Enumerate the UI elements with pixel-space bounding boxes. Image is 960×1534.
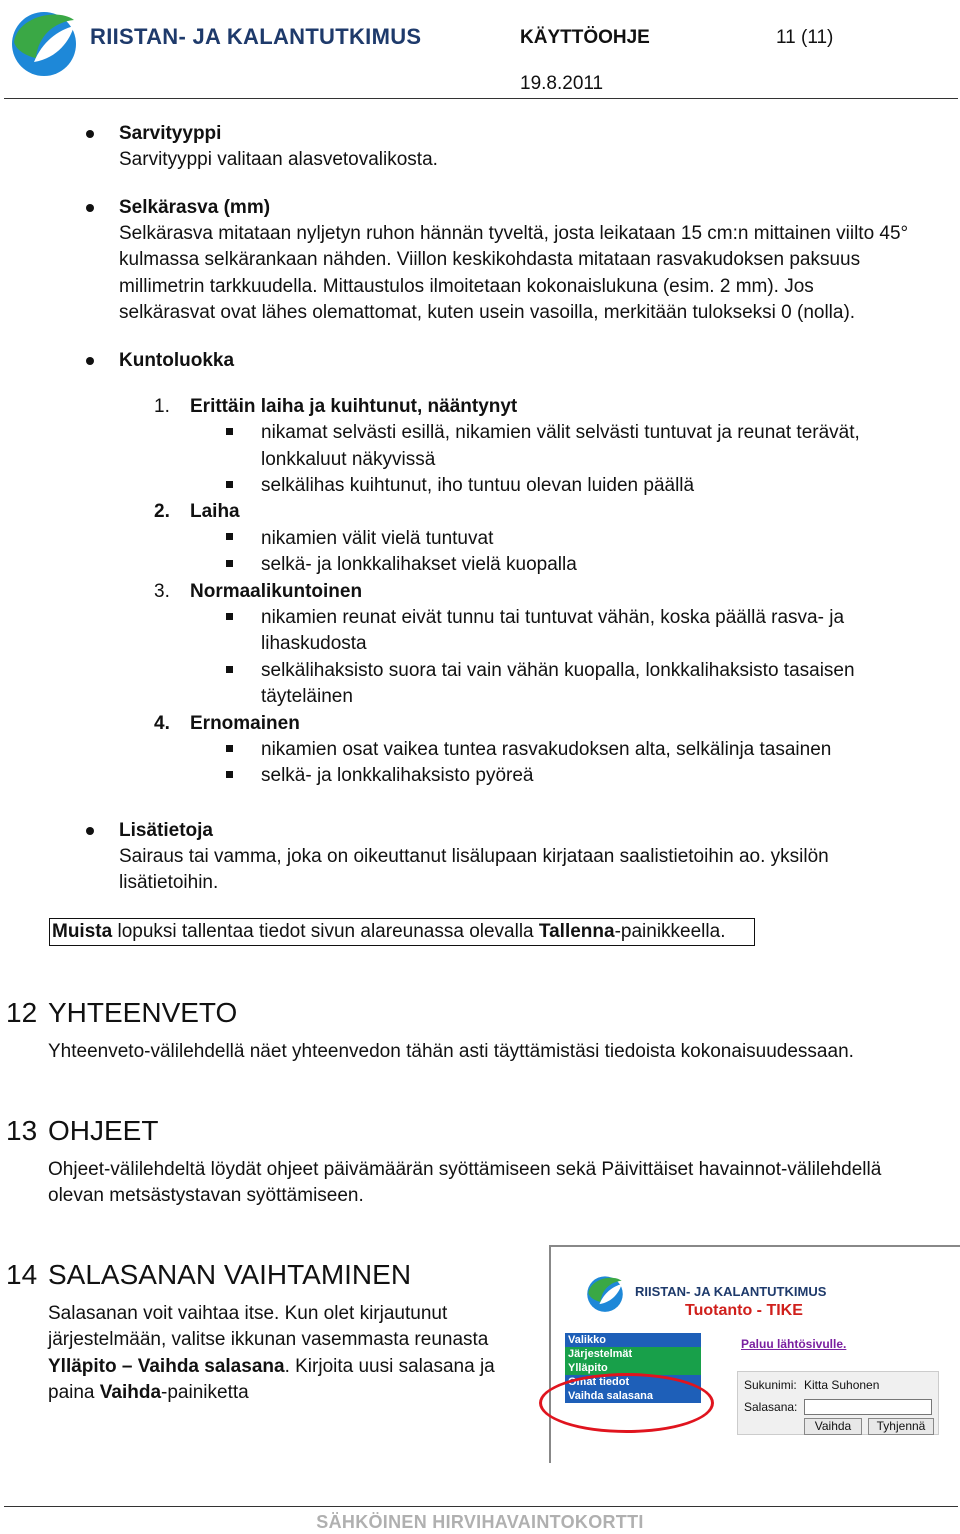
class-number: 3.	[154, 581, 170, 602]
item-title: Kuntoluokka	[119, 350, 235, 371]
section-text-part: . Kirjoita uusi salasana ja	[284, 1356, 495, 1377]
item-text: Sarvityyppi valitaan alasvetovalikosta.	[119, 149, 438, 170]
class-title: Erittäin laiha ja kuihtunut, nääntynyt	[190, 396, 518, 417]
square-bullet-icon	[226, 613, 233, 620]
item-title: Lisätietoja	[119, 820, 213, 841]
item-text: kulmassa selkärankaan nähden. Viillon keskikohdasta mitataan rasvakudoksen paksuus	[119, 249, 861, 270]
class-point: lonkkaluut näkyvissä	[261, 449, 436, 470]
app-screenshot	[549, 1245, 960, 1463]
class-number: 1.	[154, 396, 170, 417]
section-text: Ohjeet-välilehdeltä löydät ohjeet päivämäärän syöttämiseen sekä Päivittäiset havainnot-välilehdellä	[48, 1159, 882, 1180]
org-name: RIISTAN- JA KALANTUTKIMUS	[90, 24, 422, 49]
section-number: 12	[6, 997, 38, 1028]
class-title: Normaalikuntoinen	[190, 581, 363, 602]
menu-item-jarjestelmat[interactable]: Järjestelmät	[565, 1347, 701, 1361]
page-number: 11 (11)	[776, 27, 834, 48]
item-title: Selkärasva (mm)	[119, 197, 271, 218]
notice-text: lopuksi tallentaa tiedot sivun alareunassa olevalla	[112, 921, 539, 942]
password-form	[737, 1371, 939, 1435]
surname-label: Sukunimi:	[744, 1378, 797, 1392]
org-logo-icon	[8, 6, 80, 78]
square-bullet-icon	[226, 771, 233, 778]
app-org-name: RIISTAN- JA KALANTUTKIMUS	[635, 1284, 827, 1299]
square-bullet-icon	[226, 560, 233, 567]
footer-divider	[4, 1506, 958, 1507]
class-point: selkälihaksisto suora tai vain vähän kuopalla, lonkkalihaksisto tasaisen	[261, 660, 855, 681]
save-reminder-box	[49, 918, 755, 946]
section-text: Yhteenveto-välilehdellä näet yhteenvedon tähän asti täyttämistäsi tiedoista kokonaisuudessaan.	[48, 1041, 854, 1062]
bullet-icon	[86, 204, 94, 212]
item-text: Selkärasva mitataan nyljetyn ruhon hännän tyveltä, josta leikataan 15 cm:n mittainen viilto 45°	[119, 223, 909, 244]
notice-text: -painikkeella.	[614, 921, 726, 942]
bullet-icon	[86, 130, 94, 138]
password-label: Salasana:	[744, 1400, 798, 1414]
document-type: KÄYTTÖOHJE	[520, 27, 650, 48]
bullet-icon	[86, 357, 94, 365]
square-bullet-icon	[226, 428, 233, 435]
clear-button[interactable]: Tyhjennä	[868, 1418, 934, 1435]
class-point: selkä- ja lonkkalihaksisto pyöreä	[261, 765, 534, 786]
section-text-part: paina	[48, 1382, 100, 1403]
notice-emphasis: Muista	[52, 921, 113, 942]
highlight-oval	[539, 1373, 714, 1433]
section-title: YHTEENVETO	[48, 997, 238, 1028]
section-text: Salasanan voit vaihtaa itse. Kun olet kirjautunut	[48, 1303, 448, 1324]
section-text	[48, 1380, 249, 1407]
footer-title: SÄHKÖINEN HIRVIHAVAINTOKORTTI	[316, 1512, 644, 1532]
class-title: Ernomainen	[190, 713, 300, 734]
item-text: millimetrin tarkkuudella. Mittaustulos ilmoitetaan kokonaislukuna (esim. 2 mm). Jos	[119, 276, 814, 297]
section-number: 13	[6, 1115, 38, 1146]
section-number: 14	[6, 1259, 38, 1290]
class-point: nikamat selvästi esillä, nikamien välit selvästi tuntuvat ja reunat terävät,	[261, 422, 860, 443]
square-bullet-icon	[226, 533, 233, 540]
header-date: 19.8.2011	[520, 73, 604, 94]
square-bullet-icon	[226, 666, 233, 673]
class-point: selkä- ja lonkkalihakset vielä kuopalla	[261, 554, 577, 575]
class-point: selkälihas kuihtunut, iho tuntuu olevan luiden päällä	[261, 475, 695, 496]
menu-item-valikko[interactable]: Valikko	[565, 1333, 701, 1347]
notice-button-name: Tallenna	[538, 921, 615, 942]
class-point: nikamien osat vaikea tuntea rasvakudoksen alta, selkälinja tasainen	[261, 739, 832, 760]
bullet-icon	[86, 827, 94, 835]
item-text: Sairaus tai vamma, joka on oikeuttanut lisälupaan kirjataan saalistietoihin ao. yksilön	[119, 846, 829, 867]
section-title: OHJEET	[48, 1115, 159, 1146]
class-point: nikamien reunat eivät tunnu tai tuntuvat vähän, koska päällä rasva- ja	[261, 607, 845, 628]
class-point: täyteläinen	[261, 686, 353, 707]
item-text: selkärasvat ovat lähes olemattomat, kuten usein vasoilla, merkitään tulokseksi 0 (nolla).	[119, 302, 856, 323]
section-text-part: -painiketta	[161, 1382, 249, 1403]
square-bullet-icon	[226, 745, 233, 752]
app-logo-icon	[585, 1273, 625, 1313]
section-title: SALASANAN VAIHTAMINEN	[48, 1259, 412, 1290]
menu-item-omat-tiedot[interactable]: Omat tiedot	[565, 1375, 701, 1389]
item-title: Sarvityyppi	[119, 123, 222, 144]
menu-path: Ylläpito – Vaihda salasana	[48, 1356, 285, 1377]
section-text	[48, 1354, 495, 1381]
section-heading	[6, 997, 237, 1029]
section-heading	[6, 1115, 158, 1147]
menu-item-vaihda-salasana[interactable]: Vaihda salasana	[565, 1389, 701, 1403]
section-heading	[6, 1259, 411, 1291]
section-text: järjestelmään, valitse ikkunan vasemmasta reunasta	[48, 1329, 489, 1350]
class-title: Laiha	[190, 501, 240, 522]
password-input[interactable]	[804, 1399, 932, 1415]
class-point: lihaskudosta	[261, 633, 367, 654]
return-link[interactable]: Paluu lähtösivulle.	[741, 1337, 847, 1351]
class-number: 2.	[154, 501, 170, 522]
item-text: lisätietoihin.	[119, 872, 219, 893]
change-button[interactable]: Vaihda	[804, 1418, 862, 1435]
class-point: nikamien välit vielä tuntuvat	[261, 528, 494, 549]
class-number: 4.	[154, 713, 170, 734]
surname-value: Kitta Suhonen	[804, 1378, 880, 1392]
square-bullet-icon	[226, 481, 233, 488]
header-divider	[4, 98, 958, 99]
button-name: Vaihda	[99, 1382, 162, 1403]
menu-item-yllapito[interactable]: Ylläpito	[565, 1361, 701, 1375]
section-text: olevan metsästystavan syöttämiseen.	[48, 1185, 364, 1206]
app-name: Tuotanto - TIKE	[685, 1302, 803, 1319]
